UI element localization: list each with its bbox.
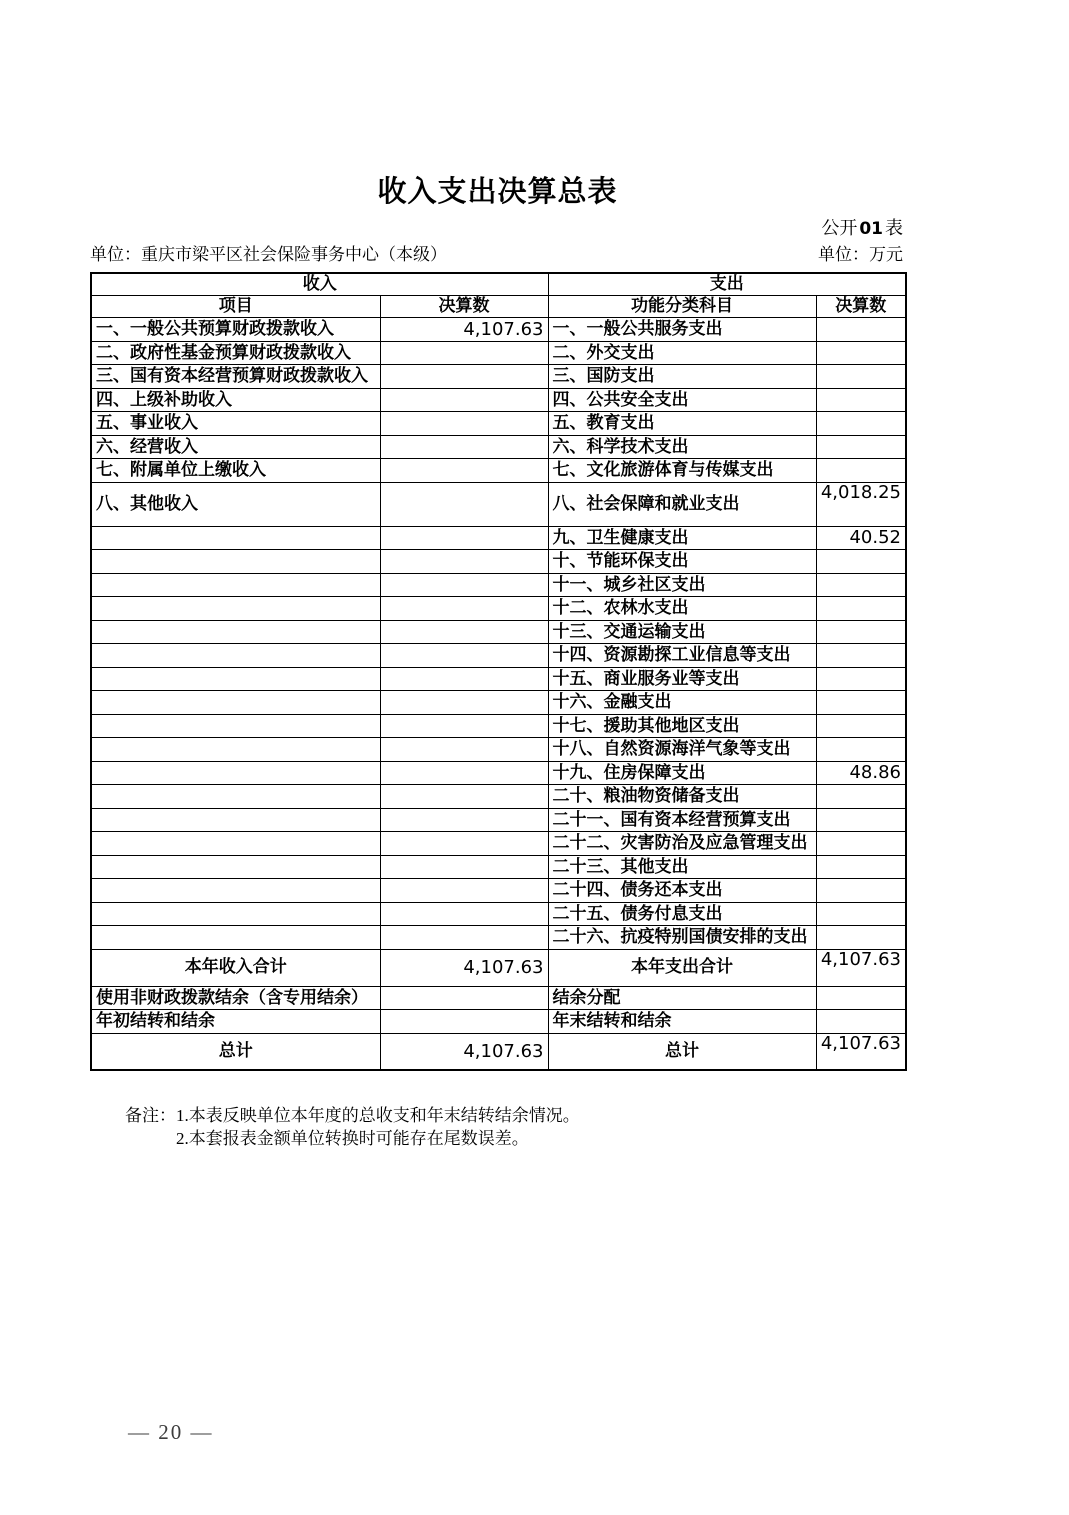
- income-item-cell: [91, 526, 380, 550]
- income-amount-cell: [380, 597, 548, 621]
- expense-amount-cell: [816, 597, 906, 621]
- total-row: [91, 949, 906, 986]
- income-amount-cell: [380, 573, 548, 597]
- income-item-cell: [91, 926, 380, 950]
- expense-amount-cell: [816, 644, 906, 668]
- expense-section-header: 支出: [548, 273, 906, 296]
- income-item-cell: 八、其他收入: [91, 482, 380, 526]
- notes-lines: [176, 1105, 580, 1150]
- income-amount-cell: [380, 365, 548, 389]
- table-row: [91, 1010, 906, 1034]
- meta-row: [90, 244, 905, 266]
- income-amount-cell: [380, 738, 548, 762]
- expense-amount-cell: [816, 667, 906, 691]
- expense-amount-cell: [816, 620, 906, 644]
- income-item-cell: 使用非财政拨款结余（含专用结余）: [91, 986, 380, 1010]
- expense-amount-cell: [816, 808, 906, 832]
- expense-item-cell: 二、外交支出: [548, 341, 816, 365]
- expense-amount-cell: [816, 573, 906, 597]
- income-item-cell: [91, 714, 380, 738]
- document-content: [90, 0, 905, 1150]
- table-row: [91, 926, 906, 950]
- table-code: [90, 217, 905, 240]
- income-item-cell: [91, 902, 380, 926]
- income-item-cell: 五、事业收入: [91, 412, 380, 436]
- table-code-suffix: 表: [885, 218, 903, 239]
- expense-amount-cell: [816, 738, 906, 762]
- table-row: [91, 482, 906, 526]
- expense-item-cell: 七、文化旅游体育与传媒支出: [548, 459, 816, 483]
- expense-item-cell: 十三、交通运输支出: [548, 620, 816, 644]
- table-row: [91, 412, 906, 436]
- table-row: [91, 620, 906, 644]
- income-item-cell: 二、政府性基金预算财政拨款收入: [91, 341, 380, 365]
- table-row: [91, 761, 906, 785]
- note-line: 2.本套报表金额单位转换时可能存在尾数误差。: [176, 1128, 529, 1148]
- expense-item-cell: 二十一、国有资本经营预算支出: [548, 808, 816, 832]
- expense-amount-cell: 4,107.63: [816, 1033, 906, 1070]
- expense-amount-cell: [816, 1010, 906, 1034]
- expense-item-cell: 十八、自然资源海洋气象等支出: [548, 738, 816, 762]
- col-header-function: 功能分类科目: [548, 296, 816, 318]
- table-row: [91, 785, 906, 809]
- income-item-cell: 年初结转和结余: [91, 1010, 380, 1034]
- column-header-row: [91, 296, 906, 318]
- income-amount-cell: [380, 620, 548, 644]
- table-row: [91, 341, 906, 365]
- unit-name: 单位：重庆市梁平区社会保险事务中心（本级）: [90, 244, 447, 264]
- income-item-cell: [91, 620, 380, 644]
- income-item-cell: 六、经营收入: [91, 435, 380, 459]
- table-row: [91, 714, 906, 738]
- expense-amount-cell: 40.52: [816, 526, 906, 550]
- income-amount-cell: [380, 832, 548, 856]
- income-amount-cell: [380, 435, 548, 459]
- income-amount-cell: [380, 855, 548, 879]
- income-item-cell: [91, 879, 380, 903]
- expense-item-cell: 四、公共安全支出: [548, 388, 816, 412]
- expense-amount-cell: [816, 412, 906, 436]
- income-amount-cell: 4,107.63: [380, 318, 548, 342]
- income-amount-cell: [380, 388, 548, 412]
- page-number: — 20 —: [128, 1420, 214, 1444]
- unit-currency: 单位：万元: [818, 244, 903, 264]
- income-amount-cell: 4,107.63: [380, 949, 548, 986]
- table-row: [91, 644, 906, 668]
- expense-amount-cell: [816, 365, 906, 389]
- note-line: 1.本表反映单位本年度的总收支和年末结转结余情况。: [176, 1106, 580, 1126]
- expense-item-cell: 二十六、抗疫特别国债安排的支出: [548, 926, 816, 950]
- expense-item-cell: 十、节能环保支出: [548, 550, 816, 574]
- expense-item-cell: 九、卫生健康支出: [548, 526, 816, 550]
- expense-amount-cell: [816, 318, 906, 342]
- income-amount-cell: [380, 986, 548, 1010]
- table-row: [91, 986, 906, 1010]
- expense-amount-cell: [816, 902, 906, 926]
- expense-item-cell: 二十五、债务付息支出: [548, 902, 816, 926]
- expense-item-cell: 三、国防支出: [548, 365, 816, 389]
- income-item-cell: [91, 832, 380, 856]
- expense-item-cell: 结余分配: [548, 986, 816, 1010]
- income-amount-cell: [380, 644, 548, 668]
- table-row: [91, 855, 906, 879]
- table-row: [91, 435, 906, 459]
- income-amount-cell: [380, 412, 548, 436]
- table-row: [91, 738, 906, 762]
- expense-amount-cell: [816, 388, 906, 412]
- expense-item-cell: 十五、商业服务业等支出: [548, 667, 816, 691]
- expense-item-cell: 一、一般公共服务支出: [548, 318, 816, 342]
- income-item-cell: 本年收入合计: [91, 949, 380, 986]
- income-amount-cell: [380, 1010, 548, 1034]
- income-amount-cell: [380, 691, 548, 715]
- income-item-cell: [91, 550, 380, 574]
- expense-amount-cell: [816, 435, 906, 459]
- expense-item-cell: 总计: [548, 1033, 816, 1070]
- expense-amount-cell: [816, 714, 906, 738]
- budget-table: [90, 272, 907, 1072]
- table-code-prefix: 公开: [821, 218, 858, 239]
- notes-label: 备注：: [125, 1106, 176, 1126]
- income-item-cell: [91, 597, 380, 621]
- notes: [125, 1105, 905, 1150]
- table-row: [91, 597, 906, 621]
- expense-amount-cell: [816, 459, 906, 483]
- col-header-amount: 决算数: [380, 296, 548, 318]
- income-item-cell: 七、附属单位上缴收入: [91, 459, 380, 483]
- income-item-cell: 三、国有资本经营预算财政拨款收入: [91, 365, 380, 389]
- income-amount-cell: [380, 761, 548, 785]
- income-amount-cell: [380, 667, 548, 691]
- expense-amount-cell: 4,107.63: [816, 949, 906, 986]
- table-row: [91, 832, 906, 856]
- col-header-item: 项目: [91, 296, 380, 318]
- income-item-cell: [91, 855, 380, 879]
- expense-amount-cell: [816, 986, 906, 1010]
- table-row: [91, 879, 906, 903]
- table-row: [91, 808, 906, 832]
- expense-amount-cell: [816, 832, 906, 856]
- table-row: [91, 550, 906, 574]
- expense-item-cell: 年末结转和结余: [548, 1010, 816, 1034]
- table-row: [91, 526, 906, 550]
- expense-item-cell: 二十二、灾害防治及应急管理支出: [548, 832, 816, 856]
- income-amount-cell: [380, 714, 548, 738]
- section-header-row: [91, 273, 906, 296]
- expense-item-cell: 十九、住房保障支出: [548, 761, 816, 785]
- expense-item-cell: 二十四、债务还本支出: [548, 879, 816, 903]
- table-row: [91, 573, 906, 597]
- expense-amount-cell: [816, 855, 906, 879]
- income-amount-cell: [380, 879, 548, 903]
- expense-amount-cell: [816, 550, 906, 574]
- income-item-cell: [91, 808, 380, 832]
- income-amount-cell: 4,107.63: [380, 1033, 548, 1070]
- expense-amount-cell: 4,018.25: [816, 482, 906, 526]
- income-amount-cell: [380, 482, 548, 526]
- expense-amount-cell: 48.86: [816, 761, 906, 785]
- expense-item-cell: 十一、城乡社区支出: [548, 573, 816, 597]
- expense-item-cell: 十七、援助其他地区支出: [548, 714, 816, 738]
- income-amount-cell: [380, 459, 548, 483]
- income-amount-cell: [380, 785, 548, 809]
- income-amount-cell: [380, 902, 548, 926]
- expense-item-cell: 十六、金融支出: [548, 691, 816, 715]
- table-row: [91, 459, 906, 483]
- expense-item-cell: 二十三、其他支出: [548, 855, 816, 879]
- table-row: [91, 667, 906, 691]
- total-row: [91, 1033, 906, 1070]
- page-title: 收入支出决算总表: [377, 176, 618, 208]
- income-item-cell: [91, 761, 380, 785]
- income-amount-cell: [380, 526, 548, 550]
- income-item-cell: 四、上级补助收入: [91, 388, 380, 412]
- income-item-cell: 一、一般公共预算财政拨款收入: [91, 318, 380, 342]
- income-item-cell: [91, 691, 380, 715]
- income-item-cell: [91, 644, 380, 668]
- income-item-cell: [91, 738, 380, 762]
- table-row: [91, 365, 906, 389]
- expense-item-cell: 六、科学技术支出: [548, 435, 816, 459]
- expense-item-cell: 十二、农林水支出: [548, 597, 816, 621]
- income-item-cell: 总计: [91, 1033, 380, 1070]
- expense-amount-cell: [816, 879, 906, 903]
- table-code-number: 01: [859, 219, 883, 240]
- income-amount-cell: [380, 341, 548, 365]
- col-header-amount2: 决算数: [816, 296, 906, 318]
- table-row: [91, 318, 906, 342]
- expense-item-cell: 五、教育支出: [548, 412, 816, 436]
- income-amount-cell: [380, 926, 548, 950]
- table-row: [91, 902, 906, 926]
- income-section-header: 收入: [91, 273, 548, 296]
- income-item-cell: [91, 573, 380, 597]
- income-amount-cell: [380, 808, 548, 832]
- expense-item-cell: 十四、资源勘探工业信息等支出: [548, 644, 816, 668]
- expense-item-cell: 本年支出合计: [548, 949, 816, 986]
- expense-amount-cell: [816, 785, 906, 809]
- table-row: [91, 691, 906, 715]
- expense-item-cell: 八、社会保障和就业支出: [548, 482, 816, 526]
- table-row: [91, 388, 906, 412]
- income-item-cell: [91, 785, 380, 809]
- income-item-cell: [91, 667, 380, 691]
- expense-item-cell: 二十、粮油物资储备支出: [548, 785, 816, 809]
- expense-amount-cell: [816, 926, 906, 950]
- expense-amount-cell: [816, 691, 906, 715]
- expense-amount-cell: [816, 341, 906, 365]
- income-amount-cell: [380, 550, 548, 574]
